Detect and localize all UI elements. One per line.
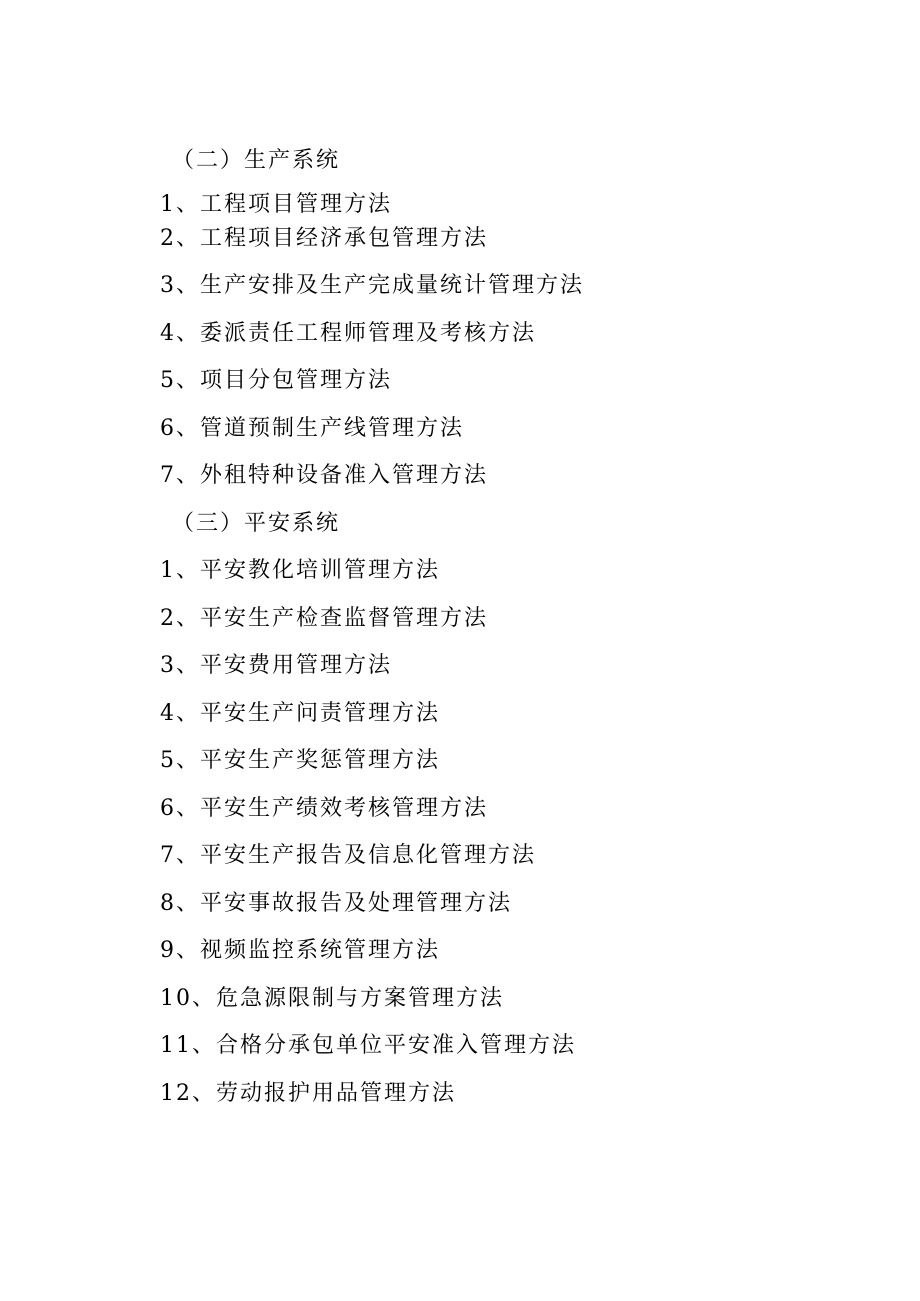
list-item: 12、劳动报护用品管理方法	[160, 1081, 456, 1106]
list-item: 7、平安生产报告及信息化管理方法	[160, 843, 536, 868]
list-item: 11、合格分承包单位平安准入管理方法	[160, 1033, 576, 1058]
list-item: 1、平安教化培训管理方法	[160, 558, 440, 583]
list-item: 2、平安生产检查监督管理方法	[160, 606, 488, 631]
list-item: 9、视频监控系统管理方法	[160, 938, 440, 963]
list-item: 5、平安生产奖惩管理方法	[160, 748, 440, 773]
list-item: 5、项目分包管理方法	[160, 368, 392, 393]
list-item: 4、平安生产问责管理方法	[160, 701, 440, 726]
list-item: 1、工程项目管理方法	[160, 192, 392, 217]
section-heading-safety: （三）平安系统	[172, 511, 341, 536]
list-item: 6、管道预制生产线管理方法	[160, 416, 464, 441]
list-item: 2、工程项目经济承包管理方法	[160, 226, 488, 251]
section-heading-production: （二）生产系统	[172, 148, 341, 173]
list-item: 7、外租特种设备准入管理方法	[160, 463, 488, 488]
list-item: 3、生产安排及生产完成量统计管理方法	[160, 273, 584, 298]
list-item: 10、危急源限制与方案管理方法	[160, 986, 504, 1011]
list-item: 8、平安事故报告及处理管理方法	[160, 891, 512, 916]
list-item: 3、平安费用管理方法	[160, 653, 392, 678]
list-item: 4、委派责任工程师管理及考核方法	[160, 321, 536, 346]
list-item: 6、平安生产绩效考核管理方法	[160, 796, 488, 821]
